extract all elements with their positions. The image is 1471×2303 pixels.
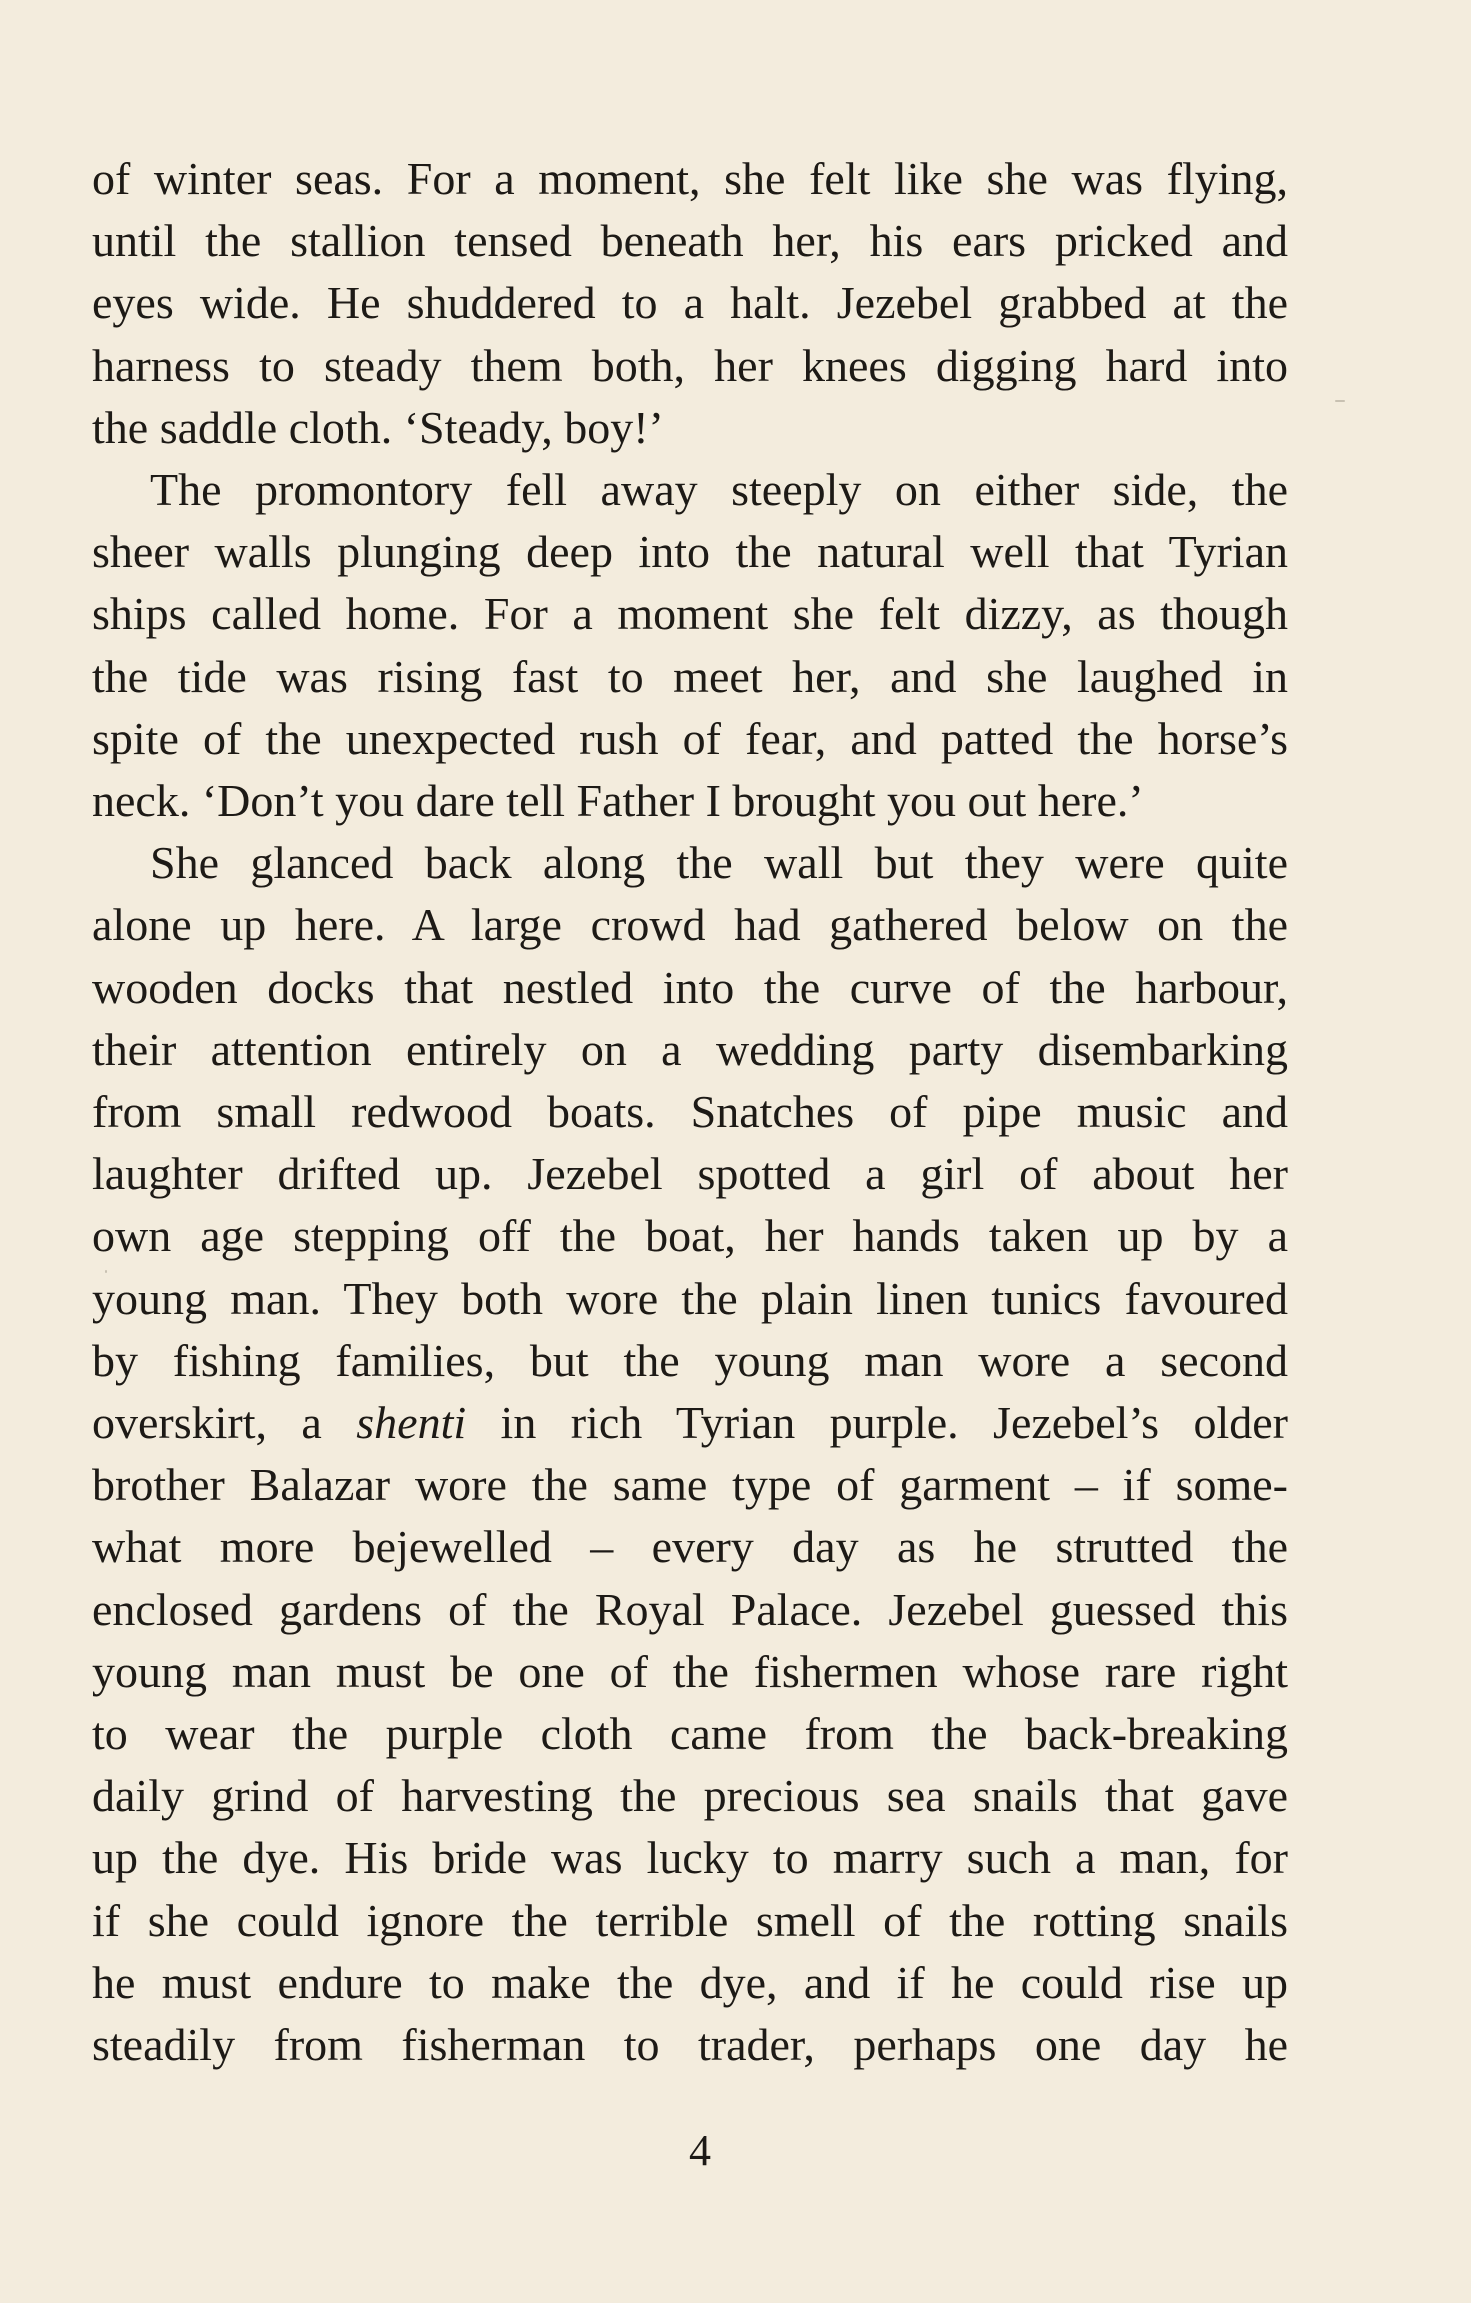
text-line: alone up here. A large crowd had gathered below on the <box>92 899 1288 951</box>
paragraph <box>92 459 1288 832</box>
text-line: steadily from fisherman to trader, perhaps one day he <box>92 2019 1288 2071</box>
text-line: young man. They both wore the plain linen tunics favoured <box>92 1272 1288 1324</box>
text-line: enclosed gardens of the Royal Palace. Jezebel guessed this <box>92 1583 1288 1635</box>
scan-speck <box>105 1270 107 1273</box>
text-line: She glanced back along the wall but they were quite <box>150 837 1288 889</box>
text-line: neck. ‘Don’t you dare tell Father I brought you out here.’ <box>92 775 1144 827</box>
text-line: wooden docks that nestled into the curve of the harbour, <box>92 961 1288 1013</box>
text-line: up the dye. His bride was lucky to marry such a man, for <box>92 1832 1288 1884</box>
text-line: to wear the purple cloth came from the back-breaking <box>92 1708 1288 1760</box>
text-line: the saddle cloth. ‘Steady, boy!’ <box>92 401 664 453</box>
text-line: he must endure to make the dye, and if he could rise up <box>92 1956 1288 2008</box>
text-line: harness to steady them both, her knees digging hard into <box>92 339 1288 391</box>
paragraph <box>92 832 1288 2076</box>
text-line: until the stallion tensed beneath her, his ears pricked and <box>92 215 1288 267</box>
text-line: if she could ignore the terrible smell of the rotting snails <box>92 1894 1288 1946</box>
text-line: their attention entirely on a wedding party disembarking <box>92 1023 1288 1075</box>
text-line: young man must be one of the fishermen whose rare right <box>92 1645 1288 1697</box>
text-line: own age stepping off the boat, her hands taken up by a <box>92 1210 1288 1262</box>
text-line: of winter seas. For a moment, she felt like she was flying, <box>92 153 1288 204</box>
text-line: ships called home. For a moment she felt dizzy, as though <box>92 588 1288 640</box>
text-line: laughter drifted up. Jezebel spotted a girl of about her <box>92 1148 1288 1200</box>
text-line: by fishing families, but the young man wore a second <box>92 1334 1288 1386</box>
text-line: eyes wide. He shuddered to a halt. Jezebel grabbed at the <box>92 277 1288 329</box>
text-line: from small redwood boats. Snatches of pipe music and <box>92 1086 1288 1138</box>
text-line: brother Balazar wore the same type of garment – if some- <box>92 1459 1288 1511</box>
scan-speck <box>1335 400 1345 402</box>
text-line: the tide was rising fast to meet her, and she laughed in <box>92 650 1288 702</box>
text-line: sheer walls plunging deep into the natural well that Tyrian <box>92 526 1288 578</box>
text-line: spite of the unexpected rush of fear, and patted the horse’s <box>92 712 1288 764</box>
text-line: what more bejewelled – every day as he strutted the <box>92 1521 1288 1573</box>
body-text <box>92 148 1288 2076</box>
page-number: 4 <box>689 2126 711 2175</box>
paragraph <box>92 148 1288 459</box>
text-line: overskirt, a shenti in rich Tyrian purple. Jezebel’s older <box>92 1397 1288 1449</box>
text-line: The promontory fell away steeply on either side, the <box>150 464 1288 516</box>
text-line: daily grind of harvesting the precious sea snails that gave <box>92 1770 1288 1822</box>
